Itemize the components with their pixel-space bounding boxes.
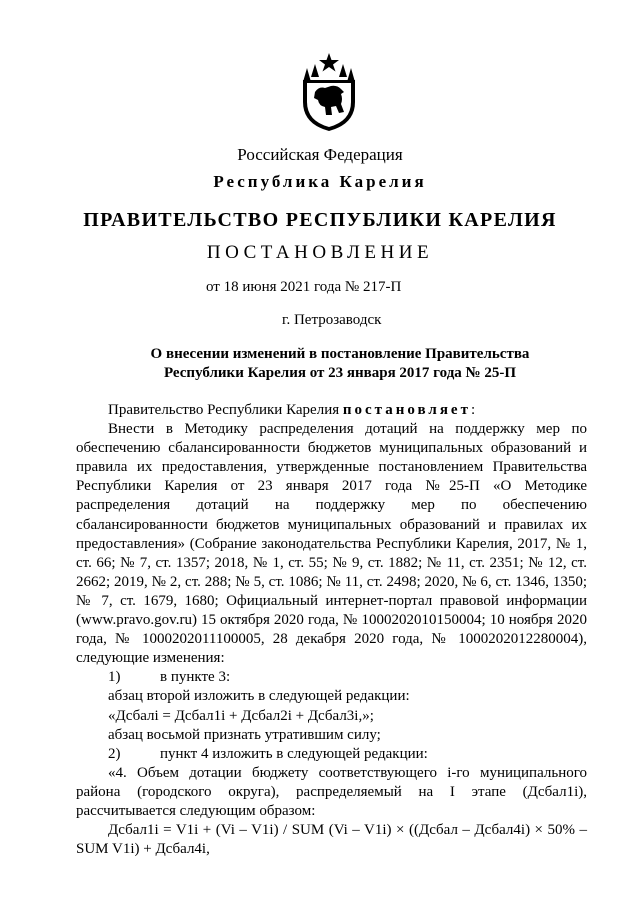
paragraph-line-b: абзац восьмой признать утратившим силу; — [108, 726, 381, 743]
paragraph-changes: Внести в Методику распределения дотаций на поддержку мер по обеспечению сбалансированности бюджетов муниципальных образований и правила их предоставления, утвержденные постановлением Правительства Республики Карелия от 23 января 2017 года №25-П «О Методике распределения дотаций на поддержку мер по обеспечению сбалансированности бюджетов муниципальных образований и правилах их предоставления» (Собрание законодательства Республики Карелия, 2017, № 1, ст. 66; № 7, ст. 1357; 2018, № 1, ст. 55; № 9, ст. 1882; № 11, ст. 2351; № 12, ст. 2662; 2019, № 2, ст. 288; № 5, ст. 1086; № 11, ст. 2498; 2020, № 6, ст. 1346, 1350; № 7, ст. 1679, 1680; Официальный интернет-портал правовой информации (www.pravo.gov.ru) 15 октября 2020 года, № 1000202010150004; 10 ноября 2020 года, № 1000202011100005, 28 декабря 2020 года, № 1000202012280004), следующие изменения: — [76, 421, 587, 667]
intro-prefix: Правительство Республики Карелия — [108, 402, 343, 418]
formula-2: Дсбал1i = V1i + (Vi – V1i) / SUM (Vi – V1i) × ((Дсбал – Дсбал4i) × 50% – SUM V1i) + Дсбал4i, — [76, 822, 587, 858]
document-title — [100, 345, 580, 383]
document-date: от 18 июня 2021 года № 217-П — [206, 279, 402, 295]
paragraph-point-4: «4. Объем дотации бюджету соответствующего i-го муниципального района (городского округа), распределяемый на I этапе (Дсбал1i), рассчитывается следующим образом: — [76, 764, 587, 819]
republic-name: Республика Карелия — [213, 172, 427, 191]
list-item-1-number: 1) — [108, 669, 121, 686]
title-line-2: Республики Карелия от 23 января 2017 года № 25-П — [163, 365, 517, 381]
country-name: Российская Федерация — [237, 145, 403, 164]
list-item-2-text: пункт 4 изложить в следующей редакции: — [160, 745, 428, 762]
formula-1: «Дсбалi = Дсбал1i + Дсбал2i + Дсбал3i,»; — [108, 707, 374, 724]
list-item-2 — [76, 745, 587, 764]
intro-paragraph — [76, 401, 587, 420]
document-type: ПОСТАНОВЛЕНИЕ — [206, 242, 434, 263]
document-city: г. Петрозаводск — [282, 312, 382, 328]
title-line-1: О внесении изменений в постановление Правительства — [150, 346, 530, 362]
paragraph-line-a: абзац второй изложить в следующей редакции: — [108, 688, 410, 705]
intro-suffix: : — [470, 402, 476, 418]
intro-verb: постановляет — [342, 402, 471, 418]
list-item-2-number: 2) — [108, 745, 121, 762]
coat-of-arms-of-karelia-icon — [297, 52, 361, 132]
government-name: ПРАВИТЕЛЬСТВО РЕСПУБЛИКИ КАРЕЛИЯ — [83, 209, 557, 231]
list-item-1 — [76, 668, 587, 687]
list-item-1-text: в пункте 3: — [160, 669, 231, 686]
document-body — [76, 401, 587, 859]
